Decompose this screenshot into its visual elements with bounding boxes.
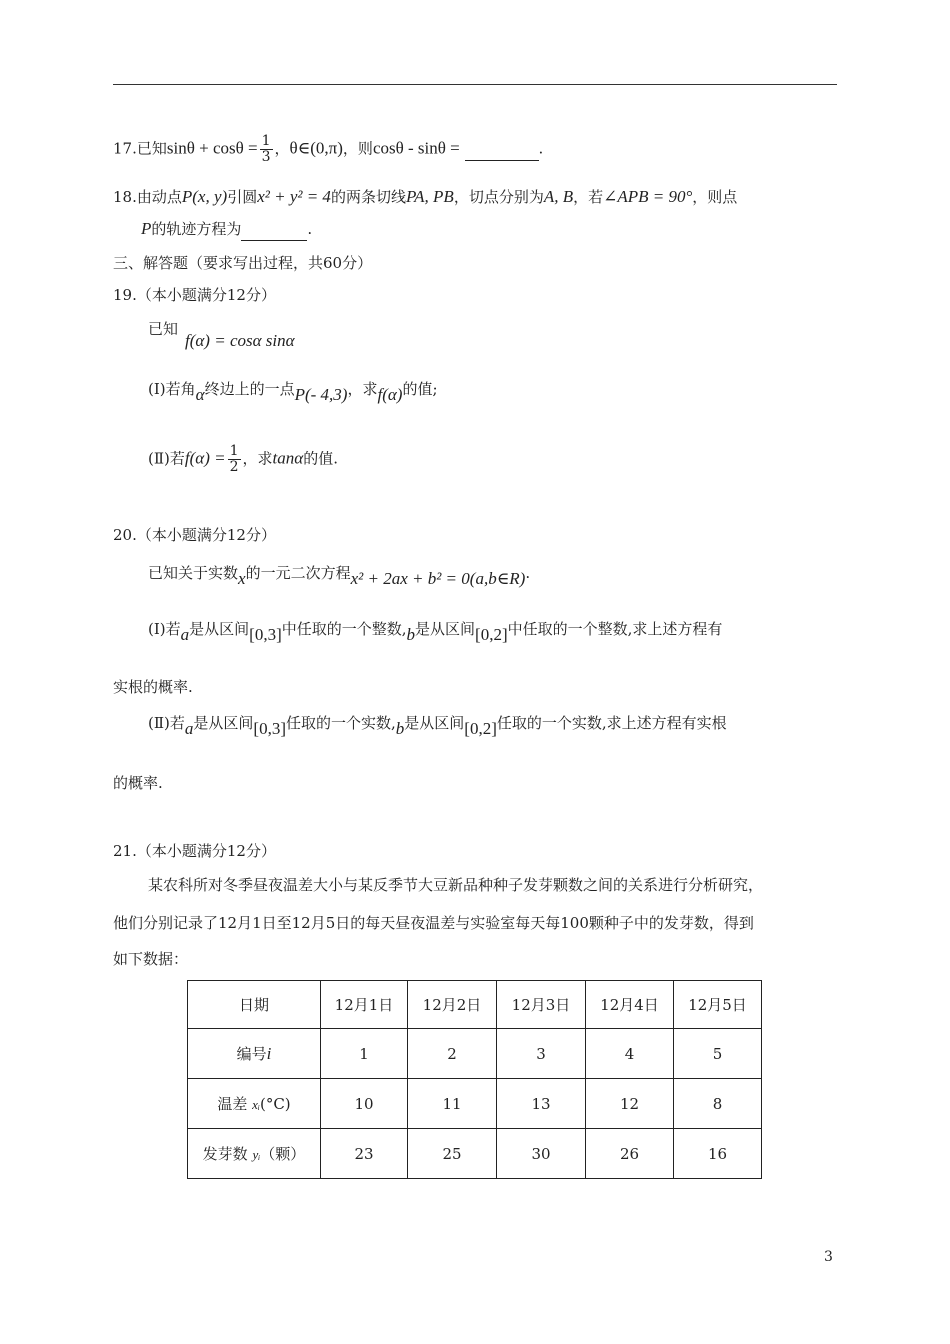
- table-cell: 2: [408, 1029, 497, 1079]
- table-cell: 3: [497, 1029, 586, 1079]
- table-header-row: [188, 981, 762, 1029]
- answer-blank[interactable]: [465, 138, 539, 161]
- table-cell: 4: [586, 1029, 674, 1079]
- table-cell: 12月2日: [408, 981, 497, 1029]
- table-cell: 12月4日: [586, 981, 674, 1029]
- q20-statement: 已知关于实数x的一元二次方程x² + 2ax + b² = 0(a,b∈R).: [148, 564, 531, 588]
- table-cell: 23: [321, 1129, 408, 1179]
- table-cell: 30: [497, 1129, 586, 1179]
- table-cell: 26: [586, 1129, 674, 1179]
- table-cell: 日期: [188, 981, 321, 1029]
- table-row: [188, 1129, 762, 1179]
- answer-blank[interactable]: [241, 218, 307, 241]
- q21-paragraph-line-3: 如下数据：: [113, 950, 189, 968]
- page-number: 3: [824, 1249, 833, 1265]
- q19-given: 已知: [148, 320, 179, 338]
- q20-part-1: (Ⅰ)若a是从区间[0,3]中任取的一个整数,b是从区间[0,2]中任取的一个整数,求上述方程有: [148, 620, 723, 644]
- table-cell: 13: [497, 1079, 586, 1129]
- row-label: 编号i: [188, 1029, 321, 1079]
- question-17: 17.已知sinθ + cosθ = $\frac{1}{3}$ ，θ∈(0,π)，则cosθ - sinθ = .: [113, 133, 544, 165]
- table-cell: 5: [674, 1029, 762, 1079]
- q21-paragraph-line-1: 某农科所对冬季昼夜温差大小与某反季节大豆新品种种子发芽颗数之间的关系进行分析研究，: [148, 876, 764, 894]
- section-heading: 三、解答题（要求写出过程，共60分）: [113, 254, 373, 272]
- table-cell: 12月1日: [321, 981, 408, 1029]
- table-cell: 11: [408, 1079, 497, 1129]
- q20-part-1-cont: 实根的概率.: [113, 678, 193, 696]
- question-20-header: 20.（本小题满分12分）: [113, 526, 276, 544]
- row-label: 温差 xᵢ(°C): [188, 1079, 321, 1129]
- q19-function: f(α) = cosα sinα: [185, 331, 295, 350]
- table-cell: 12月5日: [674, 981, 762, 1029]
- q21-paragraph-line-2: 他们分别记录了12月1日至12月5日的每天昼夜温差与实验室每天每100颗种子中的发芽数，得到: [113, 914, 754, 932]
- table-cell: 12: [586, 1079, 674, 1129]
- table-row: [188, 1029, 762, 1079]
- table-cell: 10: [321, 1079, 408, 1129]
- q19-part-2: (Ⅱ)若f(α) = $\frac{1}{2}$ ，求tanα的值.: [148, 443, 338, 475]
- header-rule: [113, 84, 837, 85]
- q19-part-1: (Ⅰ)若角α终边上的一点P(- 4,3)，求f(α)的值;: [148, 380, 438, 404]
- table-cell: 25: [408, 1129, 497, 1179]
- table-cell: 8: [674, 1079, 762, 1129]
- table-cell: 12月3日: [497, 981, 586, 1029]
- fraction: $\frac{1}{3}$: [261, 133, 271, 165]
- fraction: $\frac{1}{2}$: [229, 443, 239, 475]
- q20-part-2-cont: 的概率.: [113, 774, 163, 792]
- question-19-header: 19.（本小题满分12分）: [113, 286, 276, 304]
- q20-part-2: (Ⅱ)若a是从区间[0,3]任取的一个实数,b是从区间[0,2]任取的一个实数,求上述方程有实根: [148, 714, 727, 738]
- data-table: [187, 980, 762, 1179]
- table-cell: 16: [674, 1129, 762, 1179]
- question-21-header: 21.（本小题满分12分）: [113, 842, 276, 860]
- question-18: 18.由动点P(x, y)引圆x² + y² = 4的两条切线PA, PB，切点分别为A, B，若∠APB = 90°，则点: [113, 187, 738, 206]
- table-cell: 1: [321, 1029, 408, 1079]
- row-label: 发芽数 yᵢ（颗）: [188, 1129, 321, 1179]
- table-row: [188, 1079, 762, 1129]
- question-18-cont: P的轨迹方程为 .: [141, 218, 312, 241]
